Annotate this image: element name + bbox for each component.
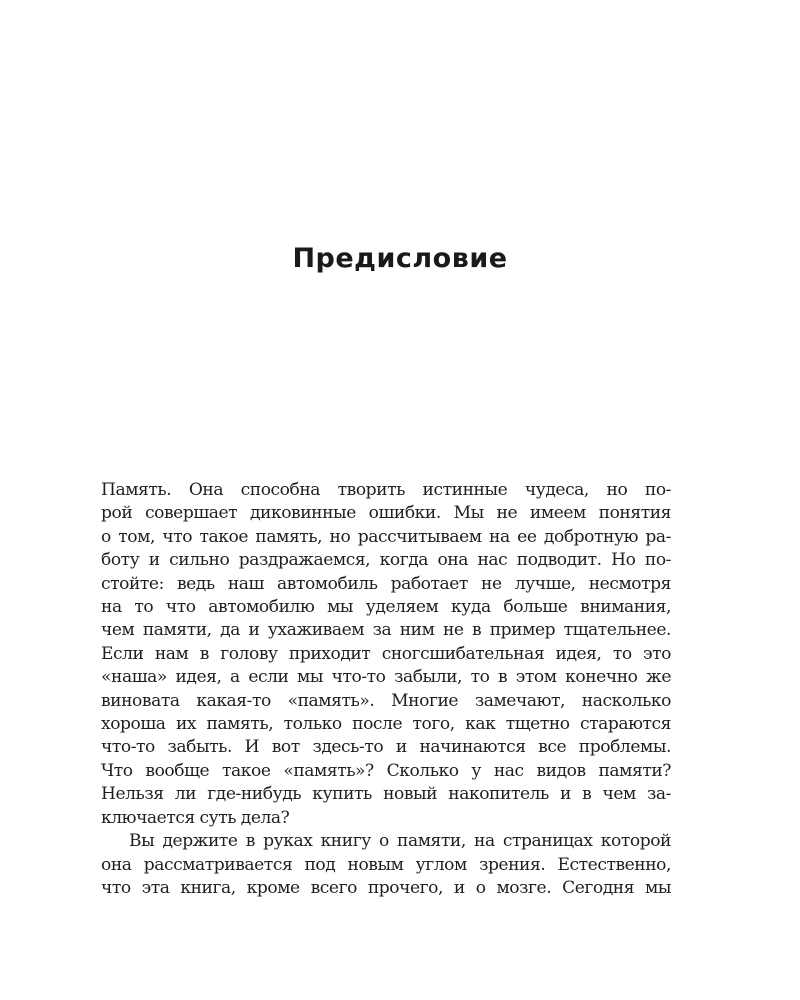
text-line: виновата какая-то «память». Многие замечают, насколько — [101, 690, 671, 711]
text-line: Что вообще такое «память»? Сколько у нас видов памяти? — [101, 760, 671, 781]
text-line: что-то забыть. И вот здесь-то и начинаются все проблемы. — [101, 737, 671, 758]
text-line: на то что автомобилю мы уделяем куда больше внимания, — [101, 597, 671, 618]
text-line: она рассматривается под новым углом зрения. Естественно, — [101, 854, 671, 875]
text-line: Нельзя ли где-нибудь купить новый накопитель и в чем за- — [101, 784, 671, 805]
text-line: рой совершает диковинные ошибки. Мы не имеем понятия — [101, 503, 671, 524]
chapter-title: Предисловие — [292, 243, 508, 274]
text-line: что эта книга, кроме всего прочего, и о мозге. Сегодня мы — [101, 877, 671, 898]
text-line: боту и сильно раздражаемся, когда она нас подводит. Но по- — [101, 550, 671, 571]
text-line: хороша их память, только после того, как тщетно стараются — [101, 714, 671, 735]
text-line: о том, что такое память, но рассчитываем на ее добротную ра- — [101, 526, 671, 547]
text-line: Вы держите в руках книгу о памяти, на страницах которой — [129, 831, 671, 852]
paragraph-1 — [101, 479, 671, 830]
paragraph-2 — [101, 830, 671, 900]
body-text — [101, 479, 671, 900]
text-line: чем памяти, да и ухаживаем за ним не в пример тщательнее. — [101, 620, 671, 641]
text-line: Память. Она способна творить истинные чудеса, но по- — [101, 480, 671, 500]
text-line: «наша» идея, а если мы что-то забыли, то в этом конечно же — [101, 667, 671, 688]
text-line: стойте: ведь наш автомобиль работает не лучше, несмотря — [101, 573, 671, 594]
text-line: Если нам в голову приходит сногсшибательная идея, то это — [101, 643, 671, 664]
text-line: ключается суть дела? — [101, 807, 290, 828]
